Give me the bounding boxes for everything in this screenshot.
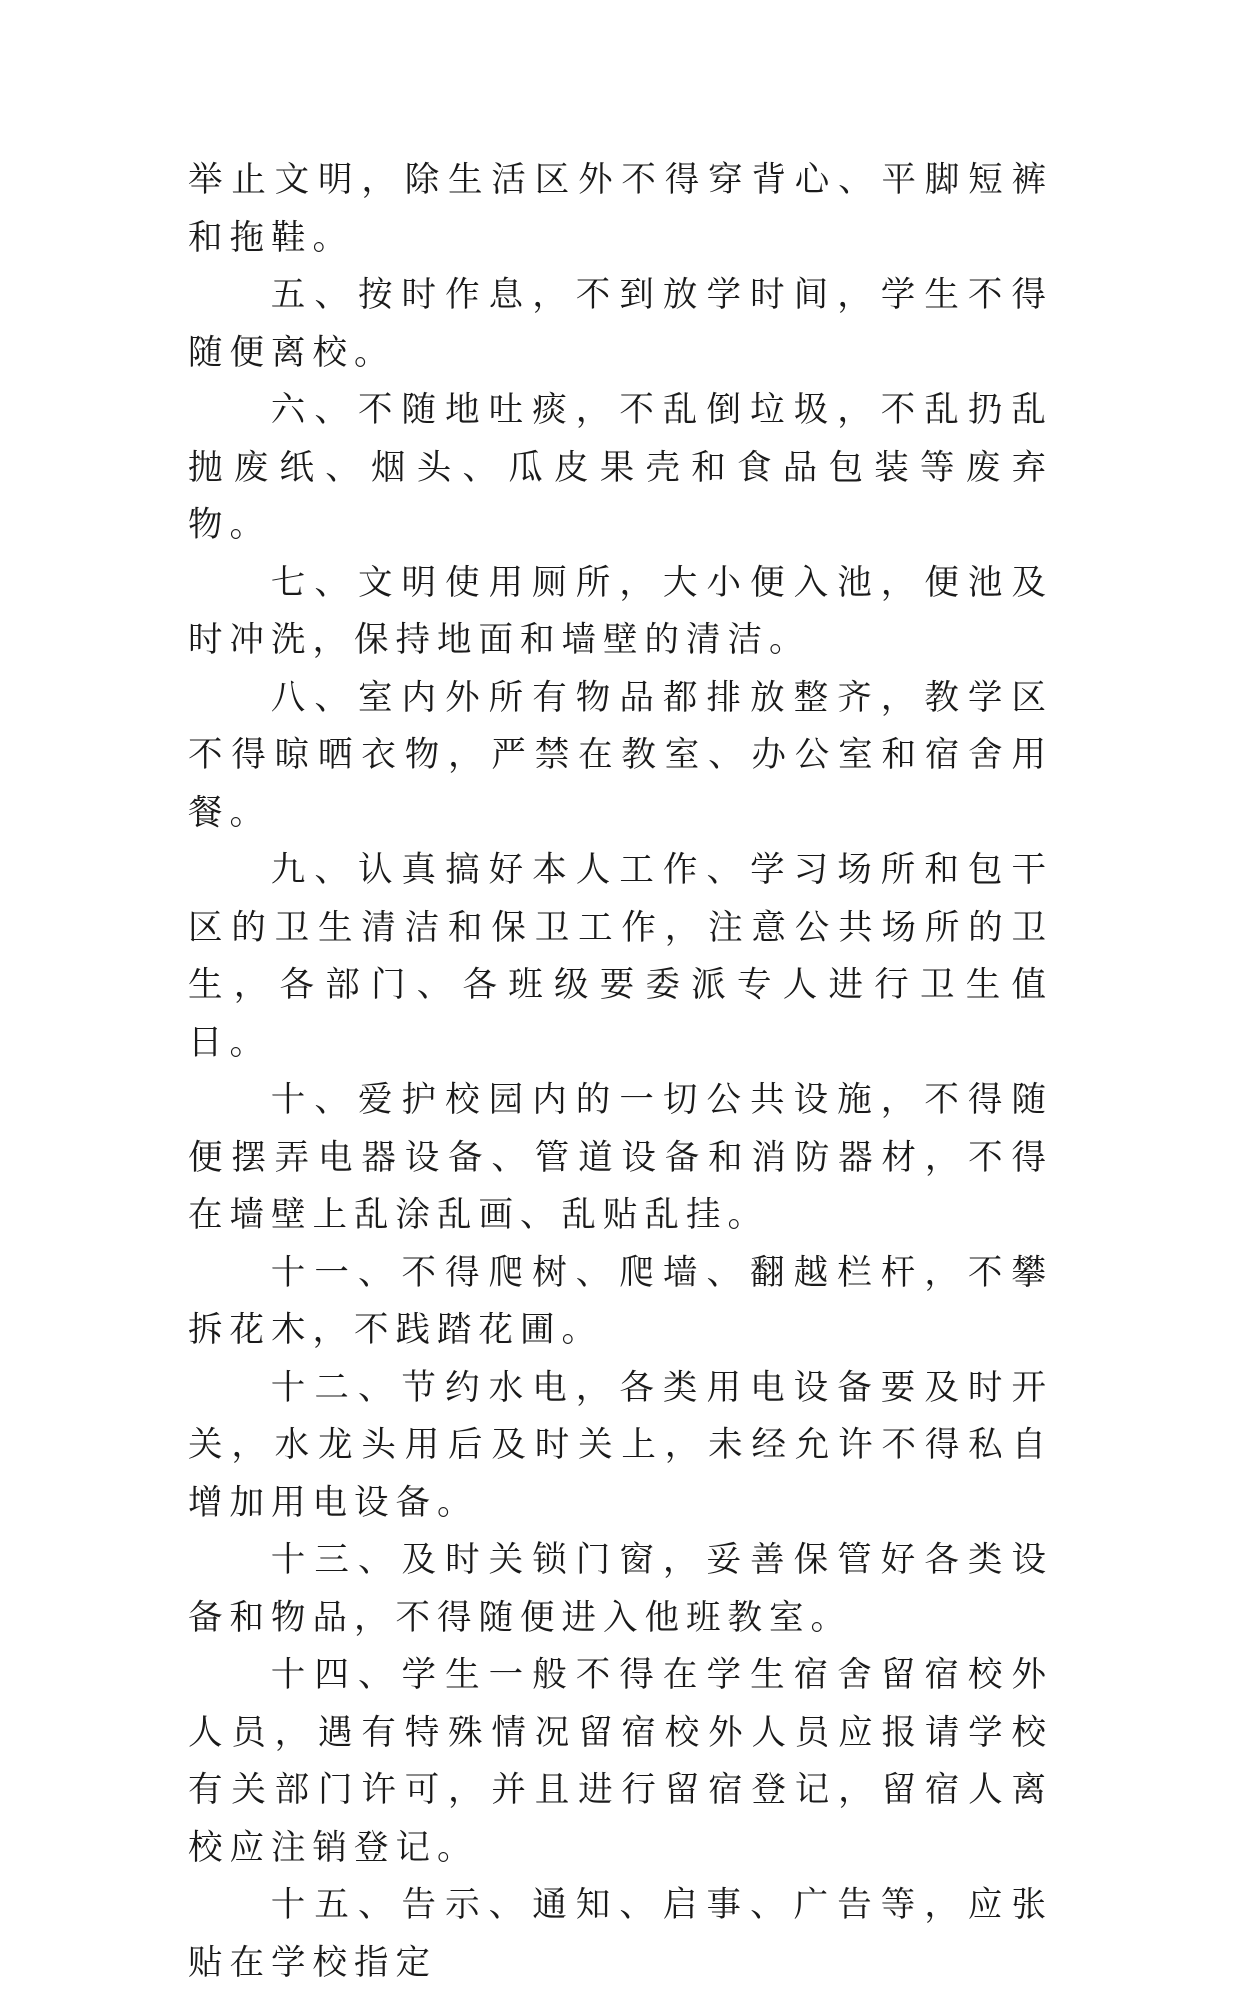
paragraph-rule-10: 十、爱护校园内的一切公共设施，不得随便摆弄电器设备、管道设备和消防器材，不得在墙壁上乱涂乱画、乱贴乱挂。 (188, 1080, 1053, 1235)
paragraph-rule-14: 十四、学生一般不得在学生宿舍留宿校外人员，遇有特殊情况留宿校外人员应报请学校有关部门许可，并且进行留宿登记，留宿人离校应注销登记。 (188, 1655, 1053, 1868)
paragraph-rule-15: 十五、告示、通知、启事、广告等，应张贴在学校指定 (188, 1885, 1053, 1983)
paragraph-rule-13: 十三、及时关锁门窗，妥善保管好各类设备和物品，不得随便进入他班教室。 (188, 1540, 1053, 1638)
paragraph-rule-9: 九、认真搞好本人工作、学习场所和包干区的卫生清洁和保卫工作，注意公共场所的卫生，各部门、各班级要委派专人进行卫生值日。 (188, 850, 1053, 1063)
paragraph-rule-11: 十一、不得爬树、爬墙、翻越栏杆，不攀拆花木，不践踏花圃。 (188, 1252, 1053, 1350)
paragraph-continuation: 举止文明，除生活区外不得穿背心、平脚短裤和拖鞋。 (188, 160, 1053, 258)
paragraph-rule-7: 七、文明使用厕所，大小便入池，便池及时冲洗，保持地面和墙壁的清洁。 (188, 562, 1053, 660)
paragraph-rule-8: 八、室内外所有物品都排放整齐，教学区不得晾晒衣物，严禁在教室、办公室和宿舍用餐。 (188, 677, 1053, 833)
paragraph-rule-6: 六、不随地吐痰，不乱倒垃圾，不乱扔乱抛废纸、烟头、瓜皮果壳和食品包装等废弃物。 (188, 390, 1053, 545)
paragraph-rule-12: 十二、节约水电，各类用电设备要及时开关，水龙头用后及时关上，未经允许不得私自增加用电设备。 (188, 1367, 1053, 1523)
paragraph-rule-5: 五、按时作息，不到放学时间，学生不得随便离校。 (188, 275, 1053, 373)
document-body (188, 152, 1053, 1992)
